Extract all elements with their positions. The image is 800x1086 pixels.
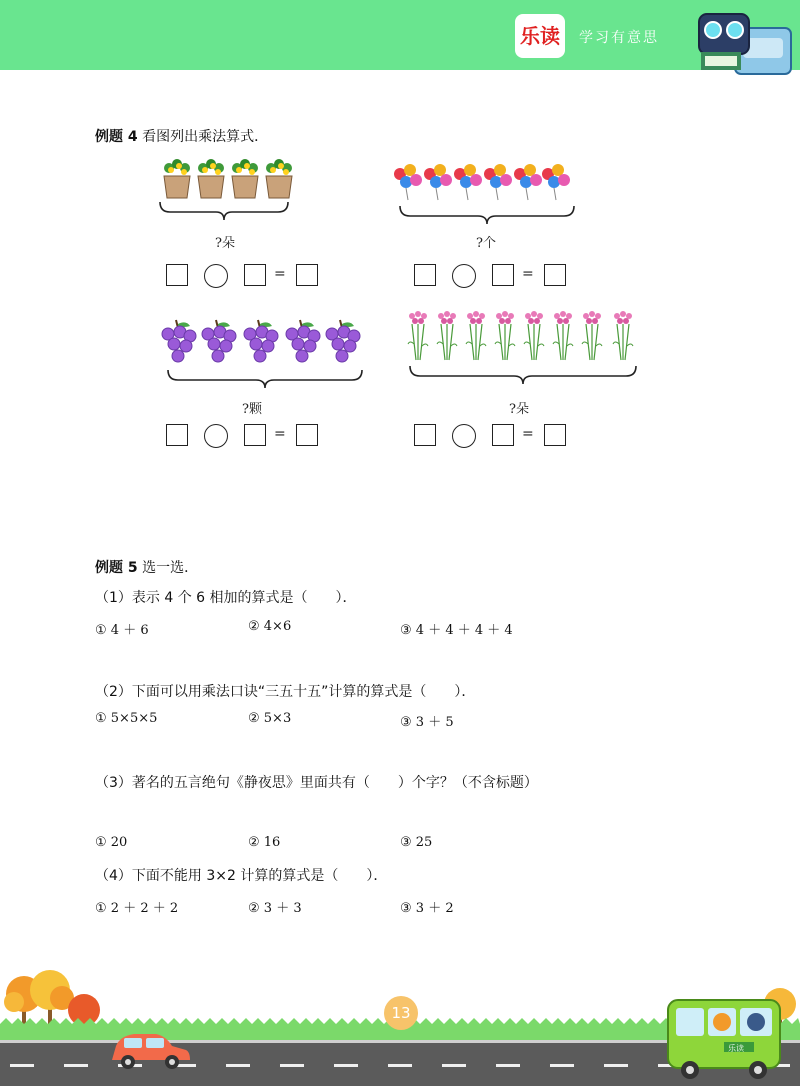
question-2: （2）下面可以用乘法口诀“三五十五”计算的算式是（ ）． (95, 684, 476, 700)
option-b[interactable]: ② 5×3 (248, 711, 292, 726)
option-c[interactable]: ③ 3 ＋ 2 (400, 901, 454, 916)
answer-box[interactable] (492, 424, 514, 446)
brace (408, 364, 638, 386)
example4-instruction: 看图列出乘法算式． (142, 129, 269, 145)
example4-label: 例题 4 (95, 129, 138, 145)
equals-sign: = (274, 426, 286, 442)
formula-row (166, 424, 326, 448)
brand-slogan: 学习有意思 (579, 30, 659, 46)
question-3: （3）著名的五言绝句《静夜思》里面共有（ ）个字？（不含标题） (95, 775, 538, 791)
question-1: （1）表示 4 个 6 相加的算式是（ ）． (95, 590, 357, 606)
unit-label: ?朵 (509, 402, 529, 417)
answer-box[interactable] (414, 424, 436, 446)
option-a[interactable]: ① 20 (95, 835, 128, 850)
formula-row (166, 264, 326, 288)
option-a[interactable]: ① 2 ＋ 2 ＋ 2 (95, 901, 179, 916)
example5-title (95, 557, 198, 577)
brace (158, 200, 290, 222)
robot-mascot-icon (695, 8, 795, 76)
answer-box[interactable] (414, 264, 436, 286)
example5-instruction: 选一选． (142, 560, 199, 576)
operator-circle[interactable] (204, 424, 228, 448)
flower-pots-icon (160, 158, 300, 200)
answer-box[interactable] (244, 264, 266, 286)
answer-box[interactable] (166, 264, 188, 286)
answer-box[interactable] (492, 264, 514, 286)
option-a[interactable]: ① 5×5×5 (95, 711, 158, 726)
unit-label: ?颗 (242, 402, 262, 417)
option-c[interactable]: ③ 4 ＋ 4 ＋ 4 ＋ 4 (400, 623, 513, 638)
example4-title (95, 126, 268, 146)
bus-icon (668, 1000, 780, 1079)
equals-sign: = (274, 266, 286, 282)
bus-sign: 乐读 (728, 1044, 744, 1053)
option-c[interactable]: ③ 3 ＋ 5 (400, 715, 454, 730)
answer-box[interactable] (244, 424, 266, 446)
operator-circle[interactable] (204, 264, 228, 288)
equals-sign: = (522, 426, 534, 442)
answer-box[interactable] (296, 424, 318, 446)
answer-box[interactable] (296, 264, 318, 286)
brace (398, 204, 576, 226)
question-4: （4）下面不能用 3×2 计算的算式是（ ）． (95, 868, 388, 884)
option-b[interactable]: ② 16 (248, 835, 281, 850)
answer-box[interactable] (544, 264, 566, 286)
page-number: 13 (384, 996, 418, 1030)
option-c[interactable]: ③ 25 (400, 835, 433, 850)
answer-box[interactable] (544, 424, 566, 446)
option-a[interactable]: ① 4 ＋ 6 (95, 623, 149, 638)
formula-row (414, 264, 574, 288)
balloons-icon (392, 160, 572, 202)
brace (166, 368, 364, 390)
example5-label: 例题 5 (95, 560, 138, 576)
unit-label: ?朵 (215, 236, 235, 251)
flower-bouquets-icon (406, 310, 640, 364)
option-b[interactable]: ② 4×6 (248, 619, 292, 634)
grapes-icon (158, 318, 364, 368)
brand-logo: 乐读 (515, 14, 565, 58)
answer-box[interactable] (166, 424, 188, 446)
operator-circle[interactable] (452, 264, 476, 288)
formula-row (414, 424, 574, 448)
operator-circle[interactable] (452, 424, 476, 448)
header-bar (0, 0, 800, 70)
option-b[interactable]: ② 3 ＋ 3 (248, 901, 302, 916)
equals-sign: = (522, 266, 534, 282)
unit-label: ?个 (476, 236, 496, 251)
